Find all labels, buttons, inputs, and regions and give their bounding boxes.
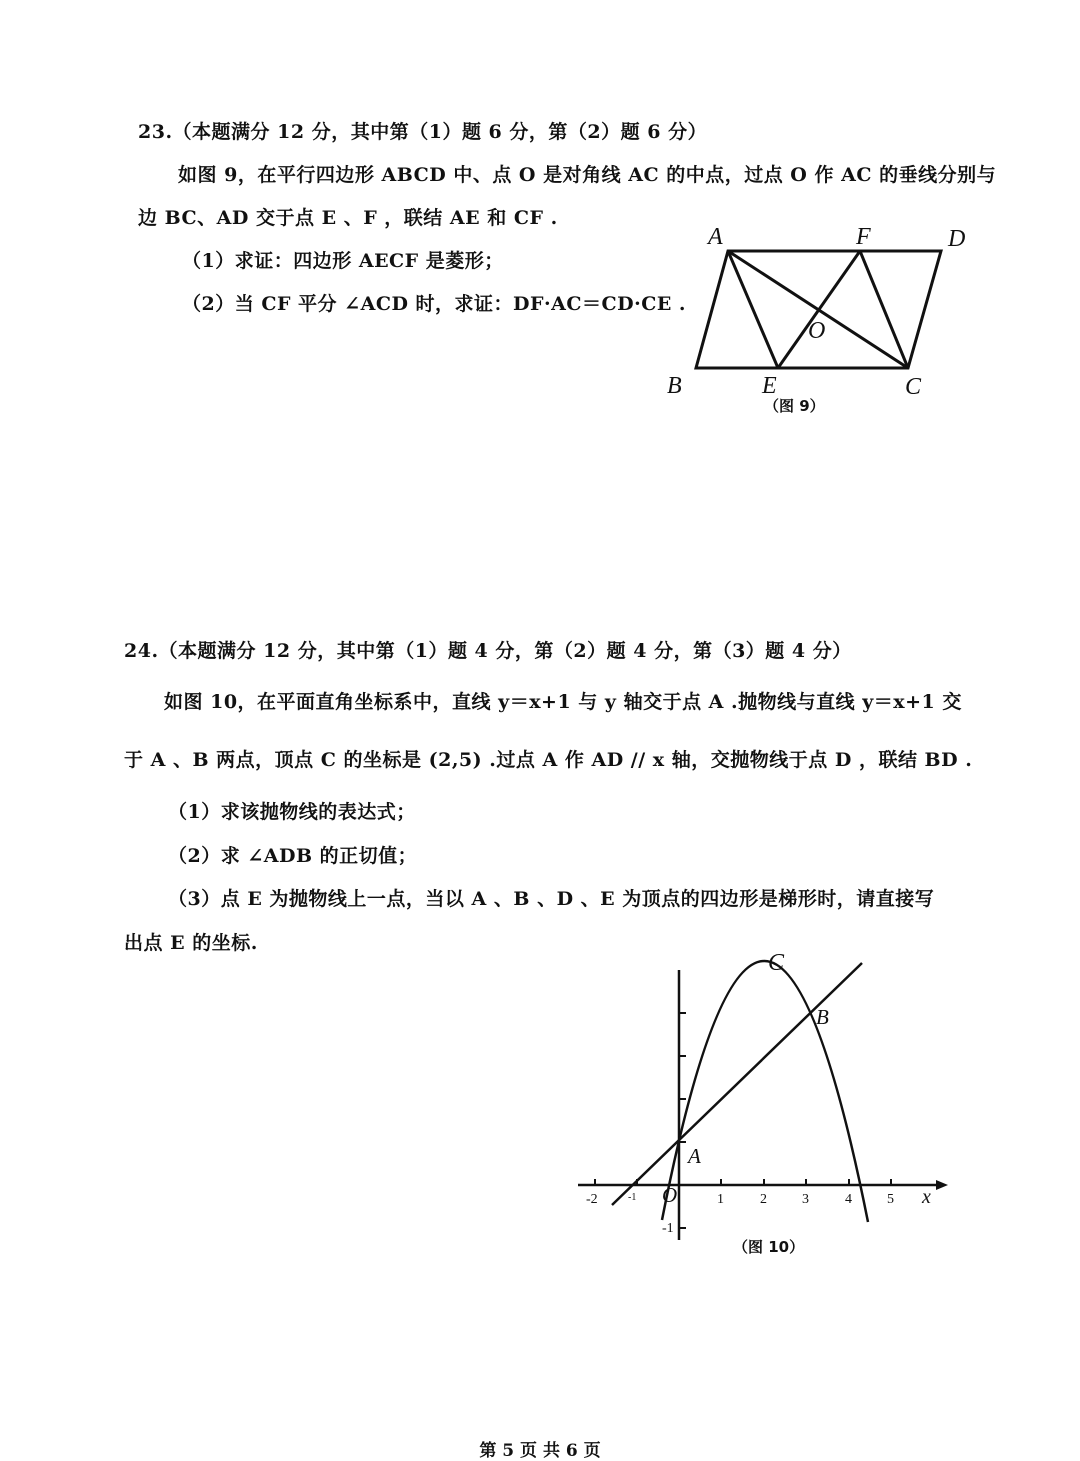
figure-9-caption: （图 9） [764,397,825,415]
q24-part3-line2: 出点 E 的坐标. [124,932,258,954]
label-b: B [667,373,682,399]
q24-part1: （1）求该抛物线的表达式； [168,801,416,823]
x-axis-arrow [936,1180,948,1190]
tick-x-1: 1 [717,1192,724,1207]
tick-x-4: 4 [845,1192,852,1207]
q23-part1: （1）求证：四边形 AECF 是菱形； [182,250,504,272]
label-x: x [922,1186,931,1208]
q23-part2: （2）当 CF 平分 ∠ACD 时，求证：DF·AC＝CD·CE . [182,293,687,315]
label-f: F [856,224,871,250]
tick-x-3: 3 [802,1192,809,1207]
tick-x-5: 5 [887,1192,894,1207]
label-e: E [762,373,777,399]
label-o: O [662,1183,678,1207]
page-footer: 第 5 页 共 6 页 [479,1441,601,1461]
q24-stem-line1: 如图 10，在平面直角坐标系中，直线 y＝x+1 与 y 轴交于点 A .抛物线与直线 y＝x+1 交 [164,691,962,713]
q23-stem-line2: 边 BC、AD 交于点 E 、F ，联结 AE 和 CF . [138,207,558,229]
label-b: B [816,1005,829,1029]
q24-header: 24.（本题满分 12 分，其中第（1）题 4 分，第（2）题 4 分，第（3）题 4 分） [124,640,852,662]
q23-stem-line1: 如图 9，在平行四边形 ABCD 中、点 O 是对角线 AC 的中点，过点 O 作 AC 的垂线分别与 [178,164,997,186]
label-d: D [948,226,966,252]
q24-part3-line1: （3）点 E 为抛物线上一点，当以 A 、B 、D 、E 为顶点的四边形是梯形时，请直接写 [168,888,935,910]
label-c: C [905,374,922,400]
line-y-eq-x-plus-1 [612,963,862,1205]
label-a: A [688,1144,701,1168]
tick-x-neg2: -2 [586,1192,598,1207]
q23-header: 23.（本题满分 12 分，其中第（1）题 6 分，第（2）题 6 分） [138,121,708,143]
q24-part2: （2）求 ∠ADB 的正切值； [168,845,418,867]
tick-y-neg1: -1 [662,1221,674,1236]
tick-x-2: 2 [760,1192,767,1207]
label-o: O [808,318,826,344]
label-c: C [768,950,785,976]
q24-stem-line2: 于 A 、B 两点，顶点 C 的坐标是 (2,5) .过点 A 作 AD // x 轴，交抛物线于点 D ，联结 BD . [124,749,973,771]
figure-10-caption: （图 10） [733,1238,805,1256]
label-a: A [708,224,723,250]
tick-x-neg1: -1 [628,1192,637,1203]
